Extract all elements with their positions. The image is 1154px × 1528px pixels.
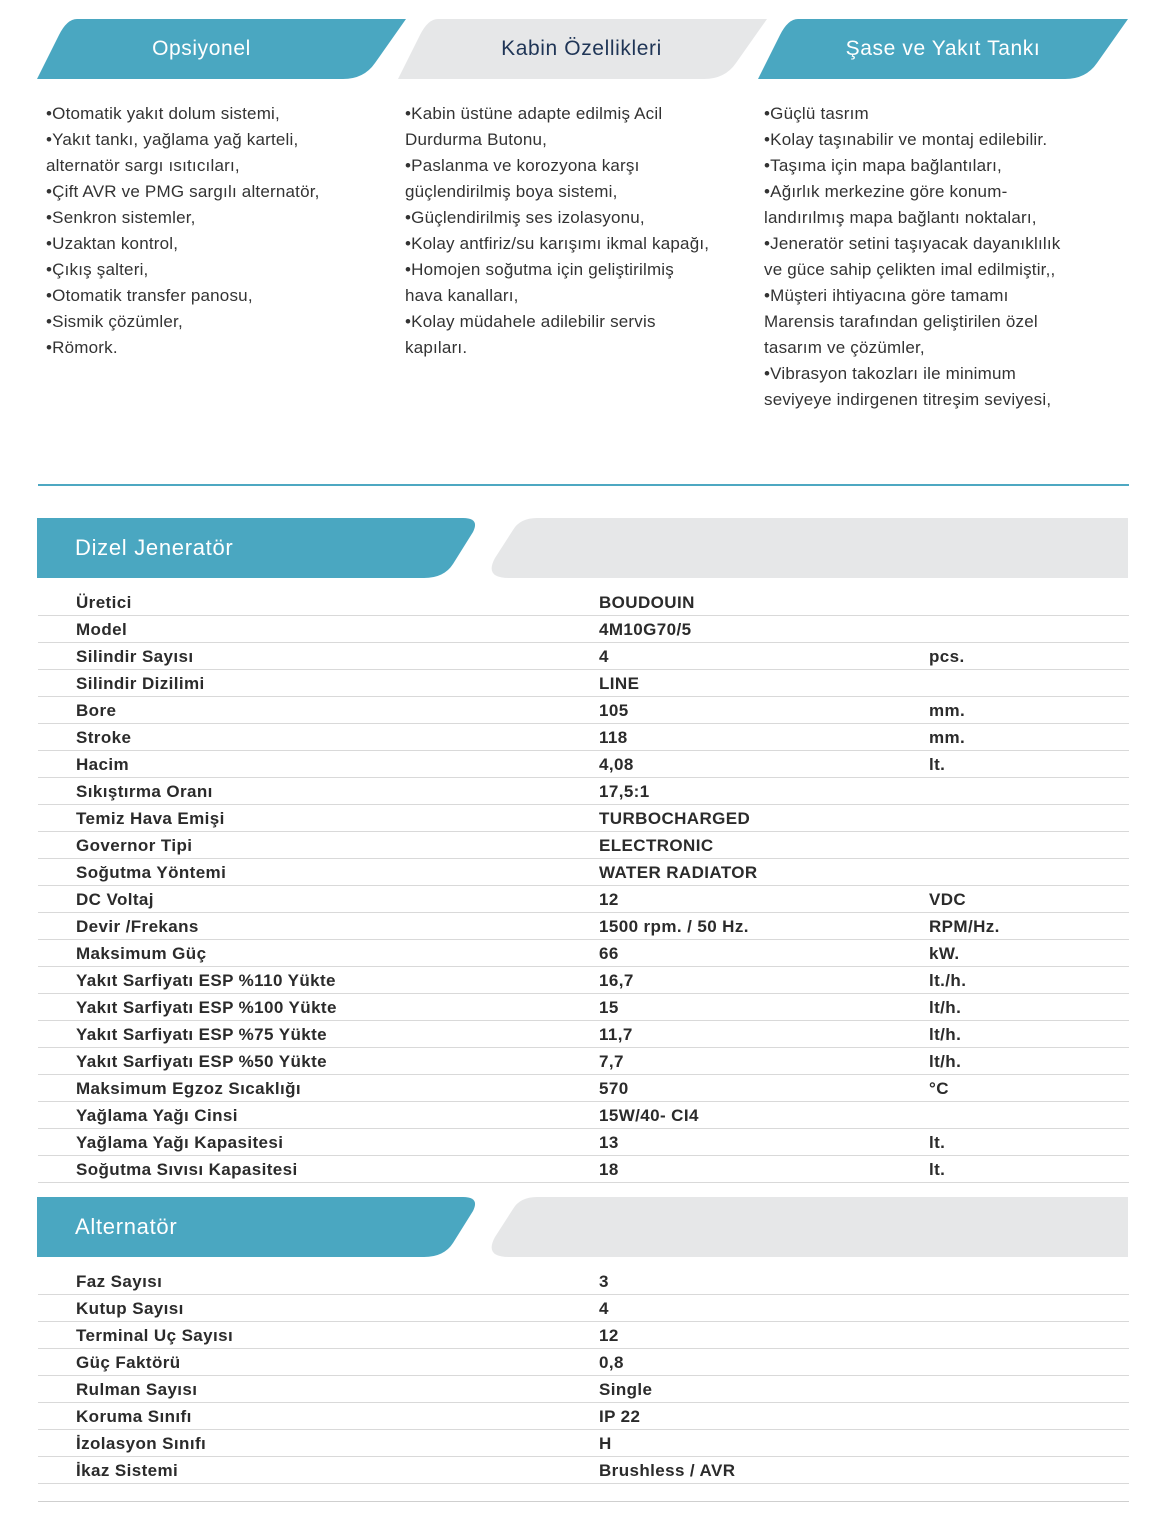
spec-unit: lt.: [929, 755, 946, 774]
table-row: [38, 832, 1129, 859]
spec-label: Yakıt Sarfiyatı ESP %100 Yükte: [76, 998, 337, 1017]
alternator-spec-table: [38, 1268, 1129, 1484]
spec-value: 3: [599, 1272, 609, 1291]
table-row: [38, 697, 1129, 724]
spec-value: 4: [599, 647, 609, 666]
spec-value: 105: [599, 701, 629, 720]
spec-label: Yağlama Yağı Kapasitesi: [76, 1133, 284, 1152]
spec-label: Soğutma Sıvısı Kapasitesi: [76, 1160, 298, 1179]
spec-label: Stroke: [76, 728, 132, 747]
section-divider: [38, 484, 1129, 486]
table-row: [38, 1457, 1129, 1484]
list-item: •Yakıt tankı, yağlama yağ karteli,: [46, 130, 299, 149]
list-item: •Güçlendirilmiş ses izolasyonu,: [405, 208, 645, 227]
table-row: [38, 1430, 1129, 1457]
spec-label: Terminal Uç Sayısı: [76, 1326, 234, 1345]
spec-unit: lt./h.: [929, 971, 967, 990]
spec-unit: lt/h.: [929, 1025, 962, 1044]
spec-label: Temiz Hava Emişi: [76, 809, 225, 828]
table-row: [38, 994, 1129, 1021]
spec-value: Single: [599, 1380, 653, 1399]
tab-optional-label: Opsiyonel: [152, 37, 251, 60]
section-header-shape: [37, 1197, 1128, 1257]
spec-value: 4: [599, 1299, 609, 1318]
spec-unit: lt/h.: [929, 998, 962, 1017]
tab-optional: [37, 19, 406, 79]
table-row: [38, 589, 1129, 616]
table-row: [38, 1021, 1129, 1048]
spec-label: Faz Sayısı: [76, 1272, 163, 1291]
spec-label: Silindir Dizilimi: [76, 674, 205, 693]
tab-cabin-label: Kabin Özellikleri: [501, 37, 662, 60]
list-item: •Senkron sistemler,: [46, 208, 196, 227]
spec-value: 12: [599, 890, 619, 909]
list-item: •Vibrasyon takozları ile minimum: [764, 364, 1017, 383]
table-row: [38, 913, 1129, 940]
spec-unit: RPM/Hz.: [929, 917, 1000, 936]
spec-value: 13: [599, 1133, 619, 1152]
spec-label: Model: [76, 620, 128, 639]
list-item: •Güçlü tasrım: [764, 104, 869, 123]
spec-unit: kW.: [929, 944, 960, 963]
list-item: Durdurma Butonu,: [405, 130, 548, 149]
spec-label: Devir /Frekans: [76, 917, 199, 936]
spec-label: Yakıt Sarfiyatı ESP %50 Yükte: [76, 1052, 327, 1071]
list-item: landırılmış mapa bağlantı noktaları,: [764, 208, 1037, 227]
spec-unit: VDC: [929, 890, 967, 909]
tab-cabin: [398, 19, 767, 79]
spec-unit: mm.: [929, 728, 966, 747]
spec-value: 12: [599, 1326, 619, 1345]
spec-label: Maksimum Egzoz Sıcaklığı: [76, 1079, 301, 1098]
spec-value: 4,08: [599, 755, 634, 774]
spec-value: 570: [599, 1079, 629, 1098]
spec-value: Brushless / AVR: [599, 1461, 736, 1480]
list-item: •Çift AVR ve PMG sargılı alternatör,: [46, 182, 320, 201]
tab-chassis-label: Şase ve Yakıt Tankı: [845, 37, 1041, 60]
table-row: [38, 616, 1129, 643]
table-row: [38, 1129, 1129, 1156]
table-row: [38, 1156, 1129, 1183]
list-item: •Kabin üstüne adapte edilmiş Acil: [405, 104, 663, 123]
list-item: alternatör sargı ısıtıcıları,: [46, 156, 240, 175]
spec-unit: °C: [929, 1079, 949, 1098]
spec-value: 11,7: [599, 1025, 633, 1044]
list-item: Marensis tarafından geliştirilen özel: [764, 312, 1038, 331]
list-item: kapıları.: [405, 338, 468, 357]
table-row: [38, 778, 1129, 805]
list-item: •Kolay taşınabilir ve montaj edilebilir.: [764, 130, 1048, 149]
alternator-section-title: Alternatör: [75, 1214, 178, 1239]
spec-label: Bore: [76, 701, 117, 720]
spec-value: 15W/40- CI4: [599, 1106, 699, 1125]
spec-label: Güç Faktörü: [76, 1353, 181, 1372]
list-item: •Taşıma için mapa bağlantıları,: [764, 156, 1002, 175]
spec-label: DC Voltaj: [76, 890, 154, 909]
list-item: •Otomatik yakıt dolum sistemi,: [46, 104, 280, 123]
list-item: •Otomatik transfer panosu,: [46, 286, 253, 305]
spec-value: 17,5:1: [599, 782, 650, 801]
spec-value: 16,7: [599, 971, 634, 990]
list-item: •Römork.: [46, 338, 118, 357]
table-row: [38, 751, 1129, 778]
alternator-section-header: [37, 1197, 1128, 1257]
spec-value: 4M10G70/5: [599, 620, 692, 639]
list-item: •Sismik çözümler,: [46, 312, 183, 331]
list-item: •Kolay antfiriz/su karışımı ikmal kapağı,: [405, 234, 710, 253]
spec-value: TURBOCHARGED: [599, 809, 751, 828]
table-row: [38, 1295, 1129, 1322]
spec-value: ELECTRONIC: [599, 836, 714, 855]
spec-value: 0,8: [599, 1353, 624, 1372]
list-item: hava kanalları,: [405, 286, 519, 305]
table-row: [38, 724, 1129, 751]
spec-label: Yakıt Sarfiyatı ESP %75 Yükte: [76, 1025, 327, 1044]
spec-value: 7,7: [599, 1052, 624, 1071]
bottom-divider: [38, 1501, 1129, 1502]
spec-value: LINE: [599, 674, 640, 693]
table-row: [38, 886, 1129, 913]
list-item: güçlendirilmiş boya sistemi,: [405, 182, 618, 201]
table-row: [38, 643, 1129, 670]
table-row: [38, 1376, 1129, 1403]
table-row: [38, 940, 1129, 967]
spec-label: Maksimum Güç: [76, 944, 207, 963]
spec-unit: pcs.: [929, 647, 965, 666]
list-item: •Homojen soğutma için geliştirilmiş: [405, 260, 674, 279]
spec-label: Sıkıştırma Oranı: [76, 782, 213, 801]
table-row: [38, 1102, 1129, 1129]
spec-value: WATER RADIATOR: [599, 863, 758, 882]
spec-unit: lt.: [929, 1160, 946, 1179]
table-row: [38, 1403, 1129, 1430]
list-item: ve güce sahip çelikten imal edilmiştir,,: [764, 260, 1056, 279]
spec-label: İzolasyon Sınıfı: [76, 1434, 207, 1453]
spec-unit: mm.: [929, 701, 966, 720]
spec-label: İkaz Sistemi: [76, 1461, 179, 1480]
table-row: [38, 859, 1129, 886]
spec-value: IP 22: [599, 1407, 641, 1426]
table-row: [38, 805, 1129, 832]
spec-value: 1500 rpm. / 50 Hz.: [599, 917, 749, 936]
list-item: •Kolay müdahele adilebilir servis: [405, 312, 656, 331]
diesel-section-title: Dizel Jeneratör: [75, 535, 234, 560]
list-item: •Müşteri ihtiyacına göre tamamı: [764, 286, 1009, 305]
spec-label: Üretici: [76, 593, 132, 612]
spec-value: 18: [599, 1160, 619, 1179]
table-row: [38, 1349, 1129, 1376]
table-row: [38, 967, 1129, 994]
diesel-spec-table: [38, 589, 1129, 1183]
table-row: [38, 1075, 1129, 1102]
table-row: [38, 1322, 1129, 1349]
tab-chassis: [758, 19, 1128, 79]
spec-unit: lt.: [929, 1133, 946, 1152]
list-item: seviyeye indirgenen titreşim seviyesi,: [764, 390, 1052, 409]
diesel-section-header: [37, 518, 1128, 578]
cabin-list: [405, 101, 709, 361]
list-item: •Paslanma ve korozyona karşı: [405, 156, 640, 175]
spec-label: Governor Tipi: [76, 836, 193, 855]
spec-label: Rulman Sayısı: [76, 1380, 198, 1399]
table-row: [38, 1048, 1129, 1075]
spec-value: 15: [599, 998, 619, 1017]
spec-value: H: [599, 1434, 612, 1453]
list-item: •Çıkış şalteri,: [46, 260, 149, 279]
spec-label: Silindir Sayısı: [76, 647, 194, 666]
spec-label: Yağlama Yağı Cinsi: [76, 1106, 238, 1125]
optional-list: [46, 101, 320, 361]
spec-label: Yakıt Sarfiyatı ESP %110 Yükte: [76, 971, 336, 990]
list-item: •Jeneratör setini taşıyacak dayanıklılık: [764, 234, 1061, 253]
spec-value: 66: [599, 944, 619, 963]
list-item: •Ağırlık merkezine göre konum-: [764, 182, 1008, 201]
list-item: •Uzaktan kontrol,: [46, 234, 179, 253]
spec-label: Soğutma Yöntemi: [76, 863, 227, 882]
chassis-list: [764, 101, 1060, 413]
list-item: tasarım ve çözümler,: [764, 338, 925, 357]
spec-value: BOUDOUIN: [599, 593, 695, 612]
spec-label: Koruma Sınıfı: [76, 1407, 192, 1426]
spec-label: Hacim: [76, 755, 130, 774]
spec-unit: lt/h.: [929, 1052, 962, 1071]
table-row: [38, 670, 1129, 697]
table-row: [38, 1268, 1129, 1295]
spec-label: Kutup Sayısı: [76, 1299, 184, 1318]
spec-value: 118: [599, 728, 628, 747]
